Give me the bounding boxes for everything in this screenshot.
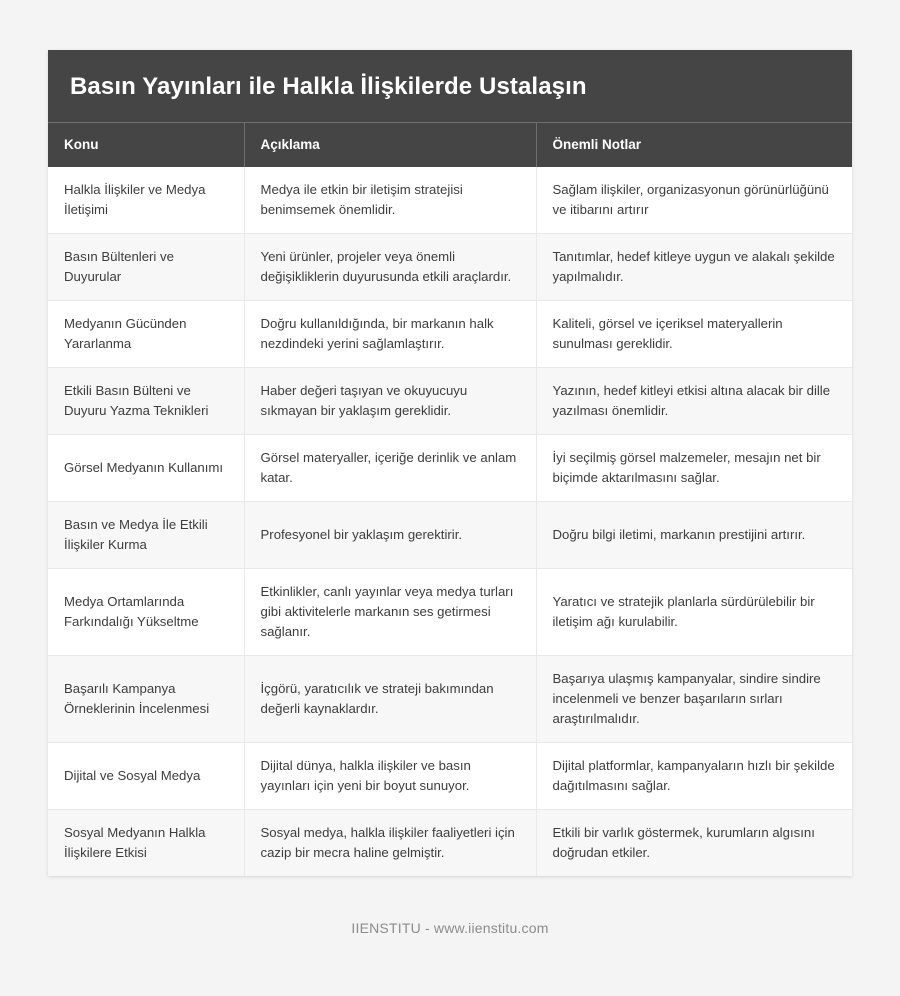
cell-notes: Sağlam ilişkiler, organizasyonun görünürlüğünü ve itibarını artırır — [536, 167, 852, 234]
cell-topic: Medyanın Gücünden Yararlanma — [48, 301, 244, 368]
table-row — [48, 569, 852, 656]
table-row — [48, 502, 852, 569]
table-header-row — [48, 123, 852, 168]
cell-description: Etkinlikler, canlı yayınlar veya medya turları gibi aktivitelerle markanın ses getirmesi sağlanır. — [244, 569, 536, 656]
column-header-onemli-notlar: Önemli Notlar — [536, 123, 852, 168]
cell-description: Haber değeri taşıyan ve okuyucuyu sıkmayan bir yaklaşım gereklidir. — [244, 368, 536, 435]
column-header-aciklama: Açıklama — [244, 123, 536, 168]
cell-description: Medya ile etkin bir iletişim stratejisi benimsemek önemlidir. — [244, 167, 536, 234]
cell-description: Sosyal medya, halkla ilişkiler faaliyetleri için cazip bir mecra haline gelmiştir. — [244, 810, 536, 877]
cell-description: Görsel materyaller, içeriğe derinlik ve anlam katar. — [244, 435, 536, 502]
table-row — [48, 234, 852, 301]
cell-topic: Dijital ve Sosyal Medya — [48, 743, 244, 810]
cell-notes: Etkili bir varlık göstermek, kurumların algısını doğrudan etkiler. — [536, 810, 852, 877]
cell-description: Dijital dünya, halkla ilişkiler ve basın yayınları için yeni bir boyut sunuyor. — [244, 743, 536, 810]
table-body — [48, 167, 852, 876]
cell-topic: Basın ve Medya İle Etkili İlişkiler Kurma — [48, 502, 244, 569]
cell-description: Profesyonel bir yaklaşım gerektirir. — [244, 502, 536, 569]
cell-notes: Yazının, hedef kitleyi etkisi altına alacak bir dille yazılması önemlidir. — [536, 368, 852, 435]
cell-topic: Etkili Basın Bülteni ve Duyuru Yazma Teknikleri — [48, 368, 244, 435]
table-row — [48, 435, 852, 502]
cell-topic: Sosyal Medyanın Halkla İlişkilere Etkisi — [48, 810, 244, 877]
cell-topic: Görsel Medyanın Kullanımı — [48, 435, 244, 502]
table-row — [48, 656, 852, 743]
topics-table — [48, 122, 852, 876]
cell-topic: Medya Ortamlarında Farkındalığı Yükseltme — [48, 569, 244, 656]
page-title: Basın Yayınları ile Halkla İlişkilerde Ustalaşın — [70, 73, 587, 100]
table-row — [48, 301, 852, 368]
table-row — [48, 810, 852, 877]
cell-notes: Kaliteli, görsel ve içeriksel materyallerin sunulması gereklidir. — [536, 301, 852, 368]
column-header-konu: Konu — [48, 123, 244, 168]
cell-topic: Basın Bültenleri ve Duyurular — [48, 234, 244, 301]
cell-notes: Başarıya ulaşmış kampanyalar, sindire sindire incelenmeli ve benzer başarıların sırları araştırılmalıdır. — [536, 656, 852, 743]
cell-description: Doğru kullanıldığında, bir markanın halk nezdindeki yerini sağlamlaştırır. — [244, 301, 536, 368]
cell-topic: Başarılı Kampanya Örneklerinin İncelenmesi — [48, 656, 244, 743]
title-bar — [48, 50, 852, 122]
table-row — [48, 167, 852, 234]
cell-notes: İyi seçilmiş görsel malzemeler, mesajın net bir biçimde aktarılmasını sağlar. — [536, 435, 852, 502]
cell-notes: Dijital platformlar, kampanyaların hızlı bir şekilde dağıtılmasını sağlar. — [536, 743, 852, 810]
cell-notes: Doğru bilgi iletimi, markanın prestijini artırır. — [536, 502, 852, 569]
content-card — [48, 50, 852, 876]
cell-description: Yeni ürünler, projeler veya önemli değişikliklerin duyurusunda etkili araçlardır. — [244, 234, 536, 301]
cell-notes: Yaratıcı ve stratejik planlarla sürdürülebilir bir iletişim ağı kurulabilir. — [536, 569, 852, 656]
cell-topic: Halkla İlişkiler ve Medya İletişimi — [48, 167, 244, 234]
table-row — [48, 368, 852, 435]
cell-notes: Tanıtımlar, hedef kitleye uygun ve alakalı şekilde yapılmalıdır. — [536, 234, 852, 301]
footer-attribution: IIENSTITU - www.iienstitu.com — [351, 920, 549, 936]
table-row — [48, 743, 852, 810]
cell-description: İçgörü, yaratıcılık ve strateji bakımından değerli kaynaklardır. — [244, 656, 536, 743]
table-header — [48, 123, 852, 168]
